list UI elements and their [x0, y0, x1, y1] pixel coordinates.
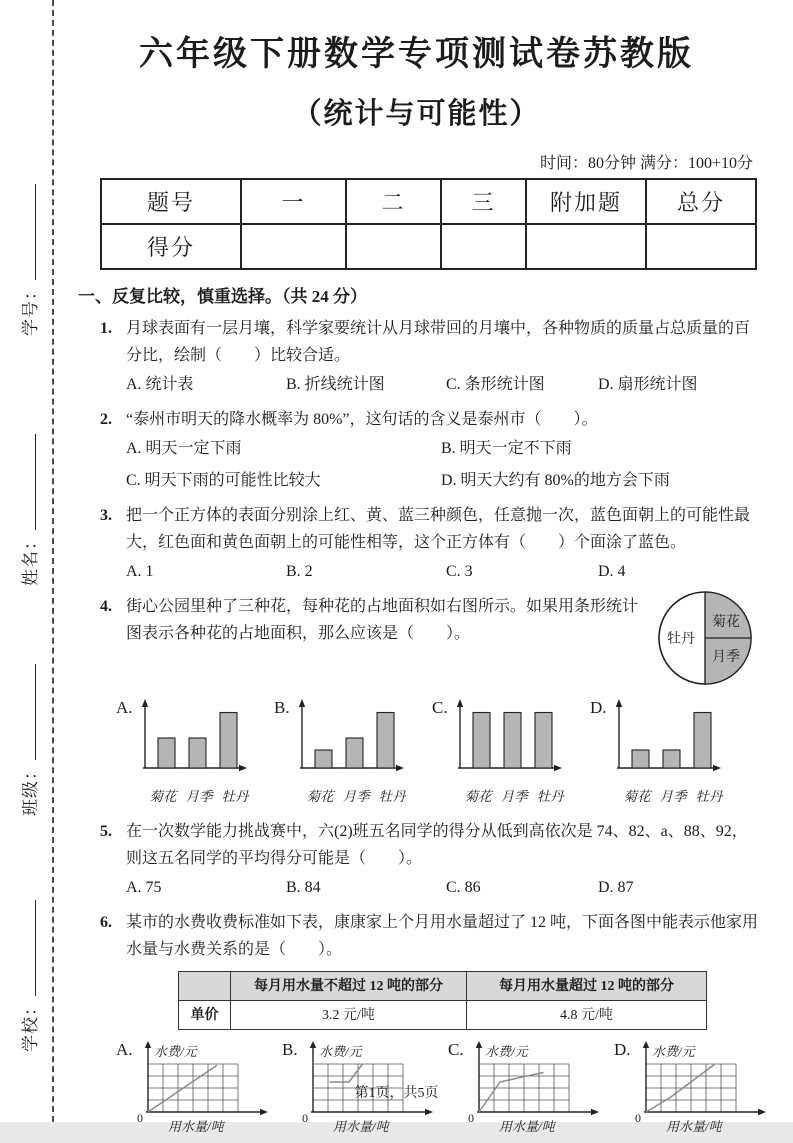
question-1-options	[126, 371, 755, 398]
bar-chart-option-a	[116, 698, 266, 810]
water-fee-table	[178, 971, 707, 1030]
q2-option-b: B. 明天一定不下雨	[441, 440, 572, 457]
line-option-a-letter: A.	[116, 1040, 133, 1059]
question-1-text: 月球表面有一层月壤，科学家要统计从月球带回的月壤中，各种物质的质量占总质量的百分比，绘制（ ）比较合适。	[126, 320, 751, 364]
bar-option-a-letter: A.	[116, 698, 133, 717]
q3-option-b: B. 2	[286, 563, 313, 580]
category-mudan: 牡丹	[695, 789, 723, 804]
pie-chart-flower-areas	[655, 589, 755, 696]
bar-option-c-letter: C.	[432, 698, 448, 717]
question-4-number: 4.	[100, 598, 112, 615]
q5-option-d: D. 87	[598, 879, 634, 896]
bar-chart-c	[449, 698, 564, 787]
category-mudan: 牡丹	[221, 789, 249, 804]
svg-text:用水量/吨: 用水量/吨	[665, 1119, 722, 1134]
bar-chart-d-categories	[624, 783, 723, 810]
q5-option-b: B. 84	[286, 879, 321, 896]
fee-header-under12: 每月用水量不超过 12 吨的部分	[231, 972, 467, 1001]
question-1	[78, 315, 755, 398]
school-blank-line	[21, 900, 36, 996]
q5-option-c: C. 86	[446, 879, 481, 896]
bar-chart-option-b	[274, 698, 424, 810]
fee-header-over12: 每月用水量超过 12 吨的部分	[467, 972, 707, 1001]
q3-option-d: D. 4	[598, 563, 626, 580]
bar-chart-c-categories	[465, 783, 564, 810]
fee-price-under12: 3.2 元/吨	[231, 1001, 467, 1030]
score-header-total: 总分	[646, 179, 756, 224]
bar-chart-a-categories	[150, 783, 249, 810]
bar-option-b-letter: B.	[274, 698, 290, 717]
student-id-label: 学号：	[21, 282, 40, 336]
score-row-label: 得分	[101, 224, 241, 269]
svg-text:水费/元: 水费/元	[153, 1044, 197, 1059]
bar-chart-b	[291, 698, 406, 787]
page-subtitle: （统计与可能性）	[292, 98, 541, 130]
question-2-number: 2.	[100, 411, 112, 428]
pie-label-mudan: 牡丹	[667, 632, 695, 647]
score-cell-part1	[241, 224, 346, 269]
q3-option-c: C. 3	[446, 563, 473, 580]
svg-text:0: 0	[136, 1111, 143, 1125]
score-cell-bonus	[526, 224, 646, 269]
bar-chart-option-d	[590, 698, 740, 810]
question-6-text: 某市的水费收费标准如下表，康康家上个月用水量超过了 12 吨，下面各图中能表示他家用水量与水费关系的是（ ）。	[126, 914, 759, 958]
question-5	[78, 818, 755, 901]
line-option-c-letter: C.	[448, 1040, 464, 1059]
sidebar-field-name	[16, 434, 41, 586]
line-option-d-letter: D.	[614, 1040, 631, 1059]
q1-option-d: D. 扇形统计图	[598, 376, 698, 393]
q1-option-b: B. 折线统计图	[286, 376, 385, 393]
question-6	[78, 909, 759, 1143]
category-yueji: 月季	[500, 789, 528, 804]
fee-price-over12: 4.8 元/吨	[467, 1001, 707, 1030]
score-header-bonus: 附加题	[526, 179, 646, 224]
svg-text:用水量/吨: 用水量/吨	[167, 1119, 224, 1134]
fee-table-price-row	[179, 1001, 707, 1030]
question-3-text: 把一个正方体的表面分别涂上红、黄、蓝三种颜色，任意抛一次，蓝色面朝上的可能性最大，红色面和黄色面朝上的可能性相等，这个正方体有（ ）个面涂了蓝色。	[126, 507, 751, 551]
class-label: 班级：	[21, 762, 40, 816]
name-label: 姓名：	[21, 532, 40, 586]
category-yueji: 月季	[185, 789, 213, 804]
main-content	[78, 26, 759, 1143]
question-2-text: “泰州市明天的降水概率为 80%”，这句话的含义是泰州市（ ）。	[126, 411, 598, 428]
svg-text:水费/元: 水费/元	[484, 1044, 528, 1059]
q5-option-a: A. 75	[126, 879, 162, 896]
category-juhua: 菊花	[623, 789, 651, 804]
question-2-options	[126, 435, 755, 494]
category-mudan: 牡丹	[536, 789, 564, 804]
fee-table-header-row	[179, 972, 707, 1001]
bar-chart-option-c	[432, 698, 582, 810]
pie-label-yueji: 月季	[712, 650, 740, 665]
pie-label-juhua: 菊花	[712, 615, 740, 630]
category-yueji: 月季	[659, 789, 687, 804]
bar-chart-a	[134, 698, 249, 787]
score-table-header-row	[101, 179, 756, 224]
q1-option-c: C. 条形统计图	[446, 376, 545, 393]
line-option-b-letter: B.	[282, 1040, 298, 1059]
question-5-options	[126, 874, 755, 901]
category-yueji: 月季	[342, 789, 370, 804]
svg-text:用水量/吨: 用水量/吨	[498, 1119, 555, 1134]
question-4	[78, 593, 755, 810]
svg-text:用水量/吨: 用水量/吨	[332, 1119, 389, 1134]
score-header-tihao: 题号	[101, 179, 241, 224]
score-header-part3: 三	[441, 179, 526, 224]
fee-row-label: 单价	[179, 1001, 231, 1030]
question-1-number: 1.	[100, 320, 112, 337]
svg-text:水费/元: 水费/元	[318, 1044, 362, 1059]
student-id-blank-line	[21, 184, 36, 280]
svg-text:水费/元: 水费/元	[651, 1044, 695, 1059]
sidebar-field-class	[16, 664, 41, 816]
section1-heading: 一、反复比较，慎重选择。（共 24 分）	[78, 287, 367, 306]
q3-option-a: A. 1	[126, 563, 154, 580]
score-cell-part3	[441, 224, 526, 269]
q1-option-a: A. 统计表	[126, 376, 194, 393]
time-score-info: 时间：80分钟 满分：100+10分	[539, 155, 753, 172]
q2-option-c: C. 明天下雨的可能性比较大	[126, 472, 321, 489]
svg-text:0: 0	[301, 1111, 308, 1125]
category-juhua: 菊花	[149, 789, 177, 804]
question-4-text: 街心公园里种了三种花，每种花的占地面积如右图所示。如果用条形统计图表示各种花的占地面积，那么应该是（ ）。	[126, 598, 639, 642]
category-mudan: 牡丹	[378, 789, 406, 804]
question-3-number: 3.	[100, 507, 112, 524]
cut-dashed-line	[52, 0, 54, 1122]
svg-text:0: 0	[634, 1111, 641, 1125]
score-table	[100, 178, 757, 270]
question-4-bar-chart-options	[116, 698, 755, 810]
page-title: 六年级下册数学专项测试卷苏教版	[139, 36, 694, 73]
q2-option-a: A. 明天一定下雨	[126, 440, 242, 457]
q2-option-d: D. 明天大约有 80%的地方会下雨	[441, 472, 670, 489]
category-juhua: 菊花	[464, 789, 492, 804]
class-blank-line	[21, 664, 36, 760]
svg-text:0: 0	[467, 1111, 474, 1125]
sidebar-field-student-id	[16, 184, 41, 336]
score-cell-total	[646, 224, 756, 269]
question-3-options	[126, 558, 755, 585]
score-header-part2: 二	[346, 179, 441, 224]
name-blank-line	[21, 434, 36, 530]
score-cell-part2	[346, 224, 441, 269]
bar-chart-d	[608, 698, 723, 787]
score-table-score-row	[101, 224, 756, 269]
page-footer: 第1页，共5页	[354, 1086, 439, 1101]
fee-header-empty	[179, 972, 231, 1001]
question-5-text: 在一次数学能力挑战赛中，六(2)班五名同学的得分从低到高依次是 74、82、a、88、92，则这五名同学的平均得分可能是（ ）。	[126, 823, 748, 867]
score-header-part1: 一	[241, 179, 346, 224]
school-label: 学校：	[21, 998, 40, 1052]
question-2	[78, 406, 755, 494]
question-5-number: 5.	[100, 823, 112, 840]
question-3	[78, 502, 755, 585]
category-juhua: 菊花	[306, 789, 334, 804]
bar-option-d-letter: D.	[590, 698, 607, 717]
question-6-number: 6.	[100, 914, 112, 931]
sidebar-field-school	[16, 900, 41, 1052]
bar-chart-b-categories	[307, 783, 406, 810]
